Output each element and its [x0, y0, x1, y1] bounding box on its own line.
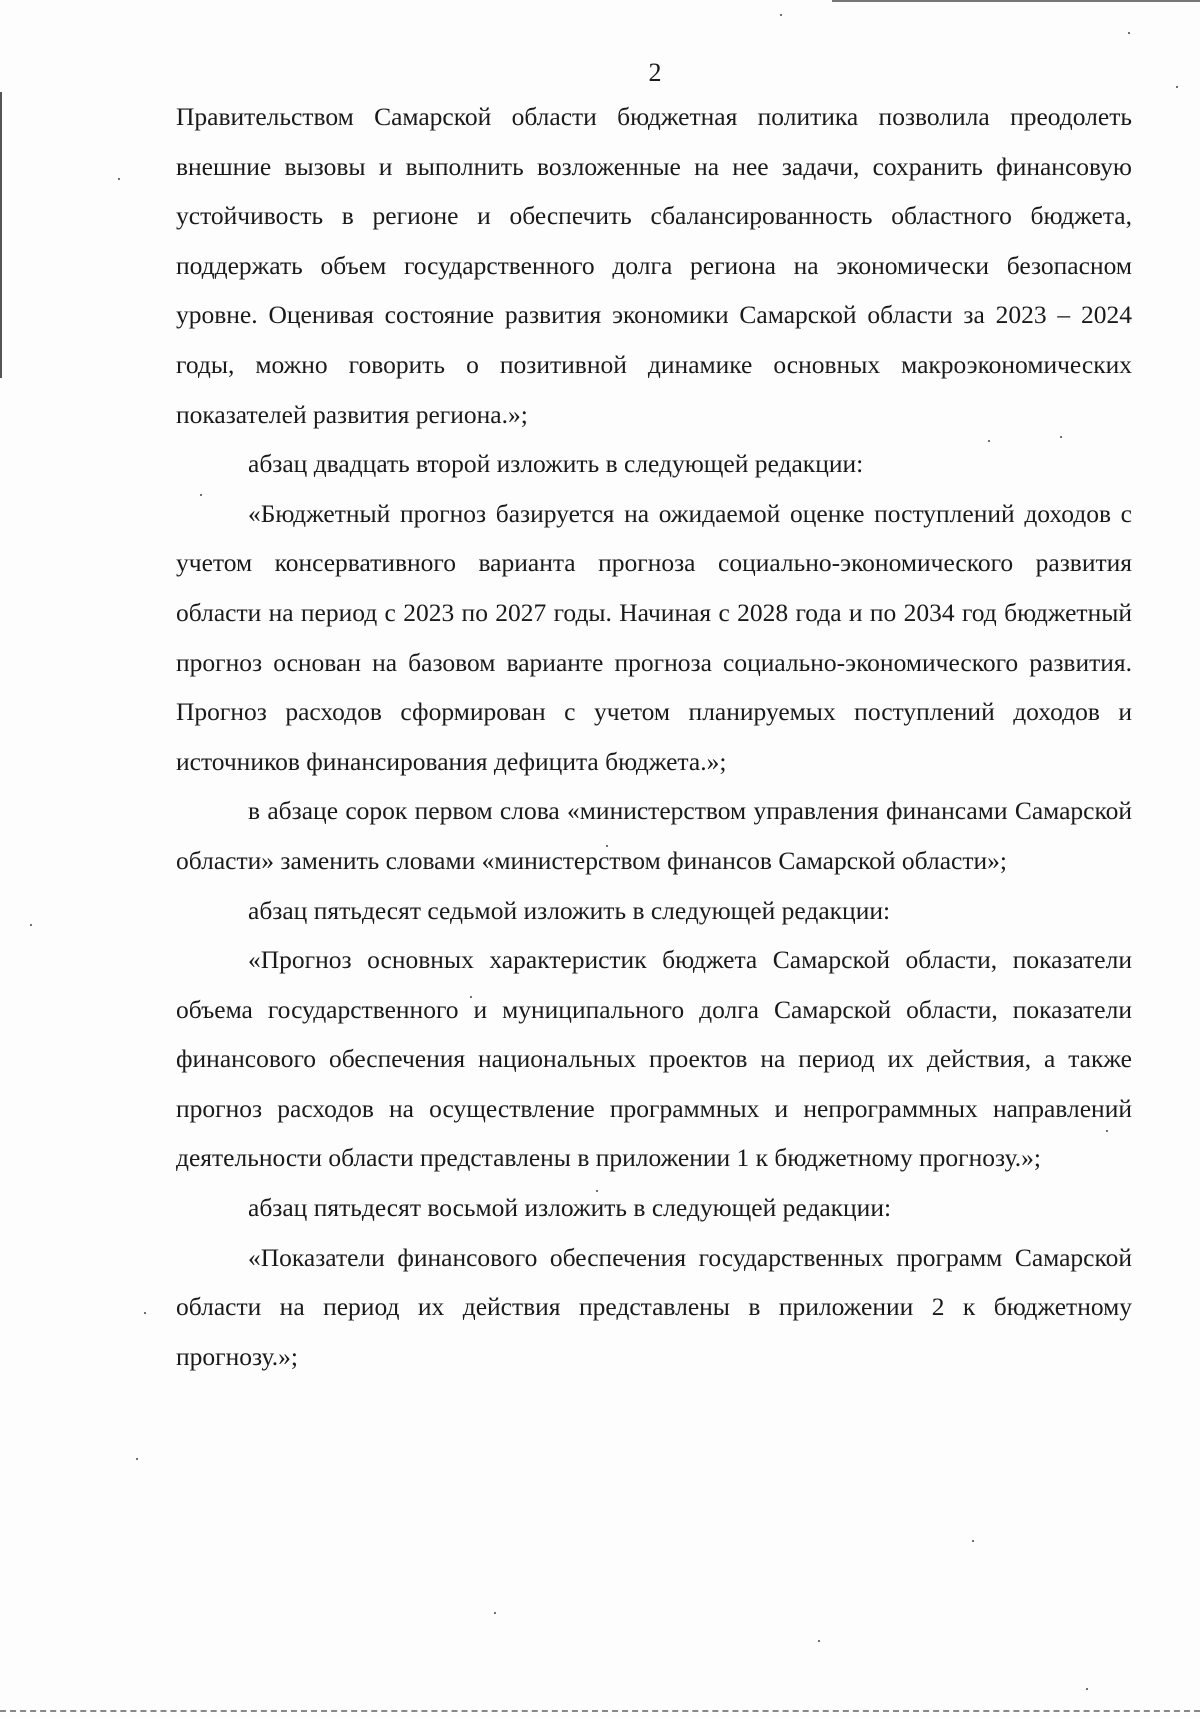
- page-number: 2: [648, 58, 662, 87]
- paragraph-amendment-57: абзац пятьдесят седьмой изложить в следующей редакции:: [248, 895, 891, 925]
- paragraph-budget-policy-result: Правительством Самарской области бюджетная политика позволила преодолеть внешние вызовы и выполнить возложенные на нее задачи, сохранить финансовую устойчивость в регионе и обеспечить сбалансированность областного бюджета, поддержать объем государственного долга региона на экономически безопасном уровне. Оценивая состояние развития экономики Самарской области за 2023 – 2024 годы, можно говорить о позитивной динамике основных макроэкономических показателей развития региона.»;: [176, 102, 1132, 429]
- scan-edge-top: [832, 0, 1200, 2]
- paragraph-amendment-22: абзац двадцать второй изложить в следующей редакции:: [248, 449, 864, 479]
- scan-speck: [1128, 32, 1130, 34]
- document-body: [176, 92, 1132, 1381]
- scan-speck: [1086, 1688, 1088, 1690]
- scan-speck: [30, 924, 32, 926]
- scan-speck: [780, 14, 782, 16]
- scan-speck: [818, 1640, 820, 1642]
- scan-edge-left: [0, 92, 2, 378]
- paragraph-budget-forecast-basis: «Бюджетный прогноз базируется на ожидаемой оценке поступлений доходов с учетом консервативного варианта прогноза социально-экономического развития области на период с 2023 по 2027 годы. Начиная с 2028 года и по 2034 год бюджетный прогноз основан на базовом варианте прогноза социально-экономического развития. Прогноз расходов сформирован с учетом планируемых поступлений доходов и источников финансирования дефицита бюджета.»;: [176, 498, 1132, 776]
- paragraph-amendment-58: абзац пятьдесят восьмой изложить в следующей редакции:: [248, 1193, 892, 1223]
- paragraph-amendment-41: в абзаце сорок первом слова «министерством управления финансами Самарской области» заменить словами «министерством финансов Самарской области»;: [176, 796, 1132, 875]
- scan-speck: [144, 1312, 146, 1314]
- scan-edge-bottom: [0, 1710, 1200, 1712]
- paragraph-forecast-appendix-1: «Прогноз основных характеристик бюджета Самарской области, показатели объема государственного и муниципального долга Самарской области, показатели финансового обеспечения национальных проектов на период их действия, а также прогноз расходов на осуществление программных и непрограммных направлений деятельности области представлены в приложении 1 к бюджетному прогнозу.»;: [176, 945, 1132, 1173]
- scan-speck: [136, 1458, 138, 1460]
- scan-speck: [494, 1612, 496, 1614]
- scan-speck: [118, 178, 120, 180]
- scan-speck: [972, 1540, 974, 1542]
- paragraph-forecast-appendix-2: «Показатели финансового обеспечения государственных программ Самарской области на период их действия представлены в приложении 2 к бюджетному прогнозу.»;: [176, 1242, 1132, 1371]
